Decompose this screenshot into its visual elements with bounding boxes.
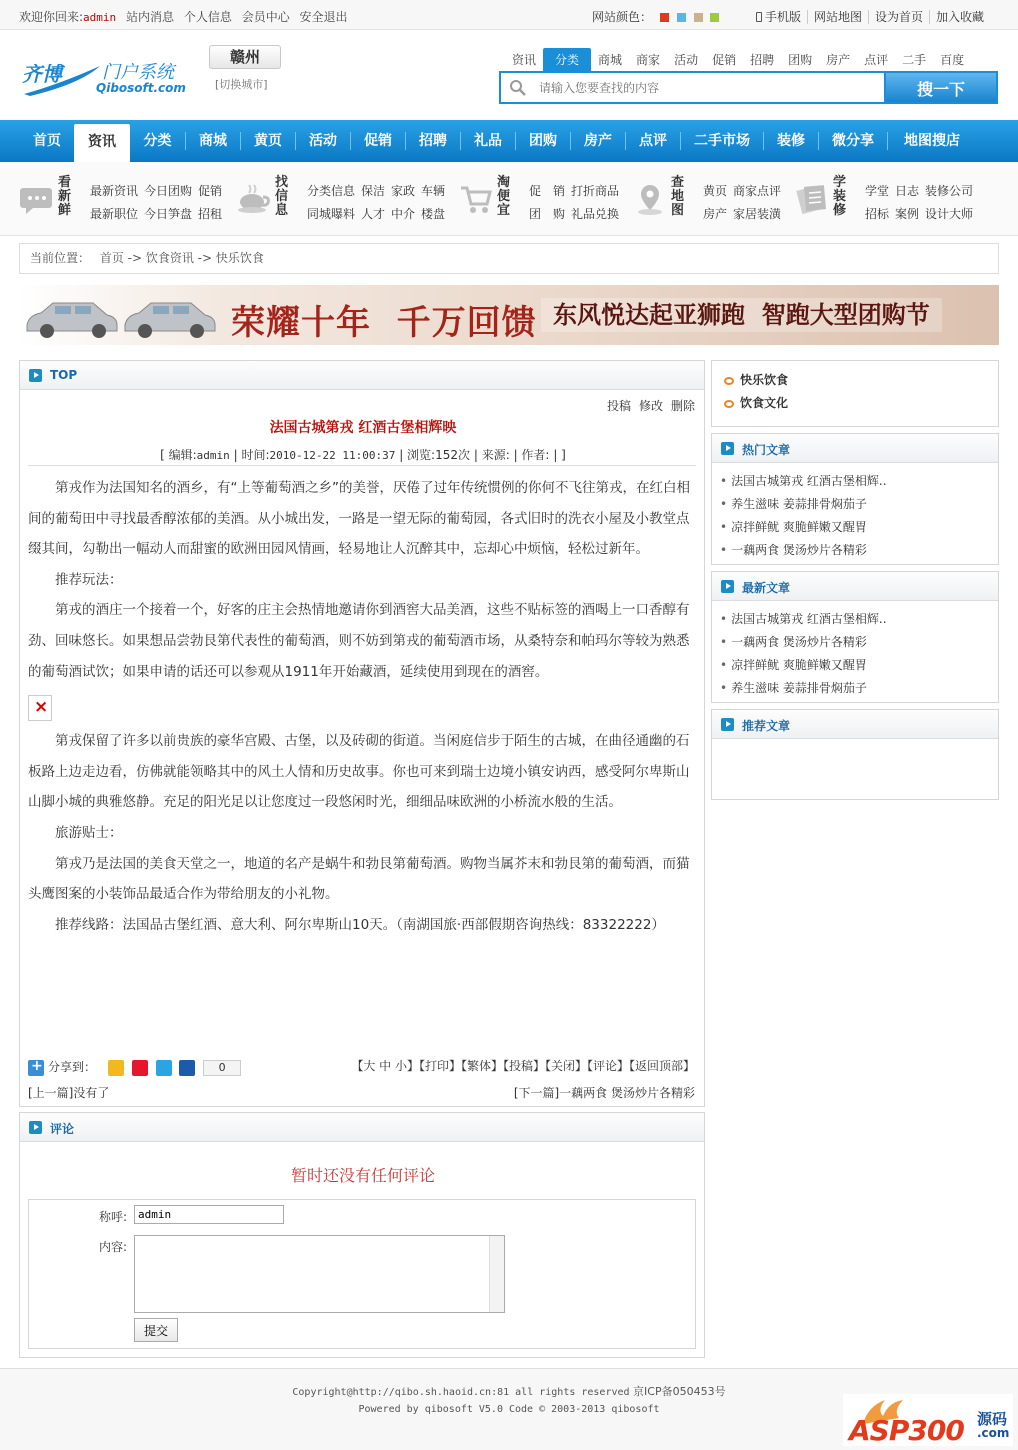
nav-secondhand[interactable]: 二手市场 xyxy=(694,133,750,149)
nav-gifts[interactable]: 礼品 xyxy=(474,133,502,149)
list-item[interactable]: • 凉拌鲜鱿 爽脆鲜嫩又醒胃 xyxy=(720,516,887,539)
nav-decoration[interactable]: 装修 xyxy=(777,133,805,149)
copyright-text: Copyright@http://qibo.sh.haoid.cn:81 all rights reserved xyxy=(292,1387,630,1398)
bullet-icon xyxy=(724,400,734,408)
article-paragraph: 第戎作为法国知名的酒乡，有“上等葡萄酒之乡”的美誉，厌倦了过年传统惯例的你何不飞往第戎，在红白相间的葡萄田中寻找最香醇浓郁的美酒。从小城出发，一路是一望无际的葡萄园，各式旧时的洗衣小屋及小教堂点缀其间，勾勒出一幅动人而甜蜜的欧洲田园风情画，轻易地让人沉醉其中，忘却心中烦恼，轻松过新年。 xyxy=(28,480,690,558)
list-item[interactable]: • 法国古城第戎 红酒古堡相辉.. xyxy=(720,608,887,631)
username-link[interactable]: admin xyxy=(83,11,117,24)
current-city[interactable]: 赣州 xyxy=(209,45,281,69)
meta-views-label: | 浏览: xyxy=(399,448,436,462)
meta-editor: admin xyxy=(196,449,230,462)
list-item[interactable]: • 养生滋味 姜蒜排骨焖茄子 xyxy=(720,677,887,700)
nav-home[interactable]: 首页 xyxy=(33,133,61,149)
quick-link[interactable]: 打折商品 xyxy=(571,184,620,198)
meta-views: 152次 xyxy=(435,448,471,462)
top-right-links xyxy=(750,8,990,25)
nav-mall[interactable]: 商城 xyxy=(199,133,227,149)
article-paragraph: 推荐线路：法国品古堡红酒、意大利、阿尔卑斯山10天。（南湖国旅·西部假期咨询热线：83322222） xyxy=(55,916,665,933)
article-paragraph: 旅游贴士： xyxy=(55,824,123,841)
quick-link[interactable]: 礼品兑换 xyxy=(571,207,620,221)
color-label: 网站颜色： xyxy=(592,10,653,24)
watermark-main-text: ASP300 xyxy=(849,1414,964,1447)
share-bar xyxy=(28,1058,241,1076)
weibo-icon[interactable] xyxy=(132,1060,148,1076)
quick-link[interactable]: 设计大师 xyxy=(925,207,974,221)
search-tabs xyxy=(505,48,971,71)
quick-link[interactable]: 招标 xyxy=(865,207,890,221)
comment-textarea[interactable] xyxy=(134,1235,505,1313)
nav-map-search[interactable]: 地图搜店 xyxy=(904,133,960,149)
document-icon xyxy=(795,182,829,216)
quick-link[interactable]: 家居装潢 xyxy=(733,207,782,221)
profile-link[interactable]: 个人信息 xyxy=(183,10,232,24)
search-tab-classified[interactable]: 分类 xyxy=(543,48,591,71)
quick-group-bargain xyxy=(459,174,629,224)
shopping-cart-icon xyxy=(459,182,493,216)
teacup-icon xyxy=(237,182,271,216)
bullet-icon xyxy=(724,377,734,385)
submit-comment-button[interactable]: 提交 xyxy=(134,1318,178,1342)
quick-link[interactable]: 中介 xyxy=(391,207,416,221)
quick-link[interactable]: 购 xyxy=(553,207,566,221)
logo-main-text: 齐博 xyxy=(22,62,62,86)
hot-articles-box xyxy=(711,433,999,565)
watermark-sub-text: 源码 xyxy=(977,1410,1008,1428)
quick-link[interactable]: 销 xyxy=(553,184,566,198)
search-icon xyxy=(509,79,527,97)
search-tab-event[interactable]: 活动 xyxy=(674,53,699,67)
quick-group-title: 学装修 xyxy=(833,175,847,218)
content-label: 内容: xyxy=(99,1240,128,1254)
car-image-icon xyxy=(21,285,231,345)
article-paragraph: 第戎乃是法国的美食天堂之一，地道的名产是蜗牛和勃艮第葡萄酒。购物当属芥末和勃艮第的葡萄酒，而猫头鹰图案的小装饰品最适合作为带给朋友的小礼物。 xyxy=(28,855,690,903)
powered-by-text: Powered by qibosoft V5.0 Code © 2003-2013 qibosoft xyxy=(358,1404,660,1415)
color-swatch-blue[interactable] xyxy=(677,13,686,22)
nav-groupbuy[interactable]: 团购 xyxy=(529,133,557,149)
quick-group-decor xyxy=(795,174,995,224)
meta-author-label: | 作者: xyxy=(513,448,550,462)
color-swatch-green[interactable] xyxy=(710,13,719,22)
quick-link[interactable]: 日志 xyxy=(895,184,920,198)
meta-editor-label: [ 编辑: xyxy=(160,448,197,462)
nav-promo[interactable]: 促销 xyxy=(364,133,392,149)
comment-form xyxy=(28,1199,696,1349)
article-title: 法国古城第戎 红酒古堡相辉映 xyxy=(269,420,457,436)
ad-banner[interactable] xyxy=(19,285,999,345)
quick-link[interactable]: 最新资讯 xyxy=(90,184,139,198)
quick-link[interactable]: 车辆 xyxy=(421,184,446,198)
search-tab-review[interactable]: 点评 xyxy=(864,53,889,67)
bookmark-link[interactable]: 加入收藏 xyxy=(929,10,990,24)
main-nav xyxy=(0,120,1018,162)
arrow-icon xyxy=(29,1121,42,1134)
watermark-logo xyxy=(843,1394,1013,1446)
color-picker xyxy=(592,8,719,25)
search-tab-news[interactable]: 资讯 xyxy=(512,53,537,67)
search-tab-groupbuy[interactable]: 团购 xyxy=(788,53,813,67)
quick-group-map xyxy=(633,174,793,224)
welcome-text: 欢迎你回来: xyxy=(19,10,84,24)
article-ops xyxy=(599,397,695,414)
nav-microshare[interactable]: 微分享 xyxy=(832,133,874,149)
color-swatch-red[interactable] xyxy=(660,13,669,22)
edit-article-link[interactable]: 修改 xyxy=(638,399,663,413)
article-box-header xyxy=(20,361,704,390)
search-tab-jobs[interactable]: 招聘 xyxy=(750,53,775,67)
list-item[interactable]: • 养生滋味 姜蒜排骨焖茄子 xyxy=(720,493,887,516)
map-pin-icon xyxy=(633,182,667,216)
quick-link[interactable]: 招租 xyxy=(198,207,223,221)
category-item[interactable]: 饮食文化 xyxy=(724,394,788,411)
quick-group-title: 淘便宜 xyxy=(497,175,511,218)
comment-box xyxy=(19,1112,705,1358)
recommended-articles-title: 推荐文章 xyxy=(742,719,791,733)
breadcrumb xyxy=(19,243,999,274)
textarea-scrollbar[interactable] xyxy=(489,1236,504,1312)
quick-link[interactable]: 分类信息 xyxy=(307,184,356,198)
arrow-icon xyxy=(721,442,734,455)
search-tab-baidu[interactable]: 百度 xyxy=(940,53,965,67)
phone-icon xyxy=(756,12,762,22)
plus-share-icon[interactable]: + xyxy=(28,1060,44,1076)
hot-articles-title: 热门文章 xyxy=(742,443,791,457)
site-logo[interactable] xyxy=(20,54,186,98)
qzone-icon[interactable] xyxy=(108,1060,124,1076)
quick-link[interactable]: 最新职位 xyxy=(90,207,139,221)
meta-time-label: | 时间: xyxy=(233,448,270,462)
mobile-link[interactable]: 手机版 xyxy=(750,10,807,24)
logo-sub-text: 门户系统 xyxy=(102,62,174,83)
no-comments-text: 暂时还没有任何评论 xyxy=(290,1166,435,1185)
quick-group-title: 找信息 xyxy=(275,175,289,218)
quick-group-find xyxy=(237,174,452,224)
quick-link[interactable]: 黄页 xyxy=(703,184,728,198)
renren-icon[interactable] xyxy=(179,1060,195,1076)
nav-jobs[interactable]: 招聘 xyxy=(419,133,447,149)
search-button[interactable]: 搜一下 xyxy=(884,71,998,104)
submit-article-link[interactable]: 投稿 xyxy=(606,399,631,413)
nav-events[interactable]: 活动 xyxy=(309,133,337,149)
search-tab-house[interactable]: 房产 xyxy=(826,53,851,67)
article-paragraph: 第戎保留了许多以前贵族的豪华宫殿、古堡，以及砖砌的街道。当闲庭信步于陌生的古城，在曲径通幽的石板路上边走边看，仿佛就能领略其中的风土人情和历史故事。你也可来到瑞士边境小镇安讷西，感受阿尔卑斯山山脚小城的典雅悠静。充足的阳光足以让您度过一段悠闲时光，细细品味欧洲的小桥流水般的生活。 xyxy=(28,733,690,811)
watermark-url-text: .com xyxy=(977,1426,1010,1440)
nav-reviews[interactable]: 点评 xyxy=(639,133,667,149)
nav-yellowpages[interactable]: 黄页 xyxy=(254,133,282,149)
article-paragraph: 推荐玩法： xyxy=(55,571,123,588)
icp-link[interactable]: 京ICP备050453号 xyxy=(633,1385,726,1398)
quick-group-title: 查地图 xyxy=(671,175,685,218)
comment-box-title: 评论 xyxy=(50,1122,75,1136)
quick-link[interactable]: 学堂 xyxy=(865,184,890,198)
latest-articles-box xyxy=(711,571,999,703)
quick-link[interactable]: 今日笋盘 xyxy=(144,207,193,221)
top-bar xyxy=(0,0,1018,30)
search-tab-mall[interactable]: 商城 xyxy=(598,53,623,67)
quick-link[interactable]: 团 xyxy=(529,207,542,221)
switch-city-link[interactable]: [切换城市] xyxy=(215,78,268,91)
arrow-icon xyxy=(29,369,42,382)
delete-article-link[interactable]: 删除 xyxy=(670,399,695,413)
meta-source-label: | 来源: xyxy=(473,448,510,462)
nav-news[interactable]: 资讯 xyxy=(74,124,130,162)
quick-link[interactable]: 房产 xyxy=(703,207,728,221)
quick-link[interactable]: 人才 xyxy=(361,207,386,221)
set-homepage-link[interactable]: 设为首页 xyxy=(868,10,929,24)
next-article-link[interactable]: [下一篇]一藕两食 煲汤炒片各精彩 xyxy=(513,1086,695,1100)
messages-link[interactable]: 站内消息 xyxy=(126,10,175,24)
quick-group-new xyxy=(20,174,230,224)
breadcrumb-path[interactable]: 首页 -> 饮食资讯 -> 快乐饮食 xyxy=(99,251,264,265)
article-box xyxy=(19,360,705,1107)
name-label: 称呼: xyxy=(99,1210,128,1224)
search-tab-merchant[interactable]: 商家 xyxy=(636,53,661,67)
logo-url-text: Qibosoft.com xyxy=(96,81,186,95)
quick-link[interactable]: 促销 xyxy=(198,184,223,198)
color-swatch-tan[interactable] xyxy=(694,13,703,22)
list-item[interactable]: • 凉拌鲜鱿 爽脆鲜嫩又醒胃 xyxy=(720,654,887,677)
article-tools[interactable]: 【大 中 小】【打印】【繁体】【投稿】【关闭】【评论】【返回顶部】 xyxy=(351,1059,695,1073)
prev-article-link[interactable]: [上一篇]没有了 xyxy=(28,1086,110,1100)
name-field[interactable] xyxy=(134,1205,284,1224)
quick-link[interactable]: 今日团购 xyxy=(144,184,193,198)
quick-link[interactable]: 案例 xyxy=(895,207,920,221)
welcome-area xyxy=(19,8,354,25)
quick-link[interactable]: 保洁 xyxy=(361,184,386,198)
list-item[interactable]: • 一藕两食 煲汤炒片各精彩 xyxy=(720,539,887,562)
meta-end: | ] xyxy=(553,448,566,462)
quick-link[interactable]: 家政 xyxy=(391,184,416,198)
banner-headline: 荣耀十年 千万回馈 xyxy=(231,303,537,343)
quick-link[interactable]: 装修公司 xyxy=(925,184,974,198)
arrow-icon xyxy=(721,718,734,731)
quick-link[interactable]: 楼盘 xyxy=(421,207,446,221)
banner-subline: 东风悦达起亚狮跑 智跑大型团购节 xyxy=(541,298,942,332)
meta-time: 2010-12-22 11:00:37 xyxy=(269,449,396,462)
member-center-link[interactable]: 会员中心 xyxy=(241,10,290,24)
category-box xyxy=(711,360,999,427)
recommended-articles-box xyxy=(711,709,999,800)
search-tab-promo[interactable]: 促销 xyxy=(712,53,737,67)
quick-link[interactable]: 促 xyxy=(529,184,542,198)
share-label: 分享到： xyxy=(48,1060,97,1074)
nav-classified[interactable]: 分类 xyxy=(143,133,172,149)
article-body xyxy=(28,473,696,940)
share-count: 0 xyxy=(203,1060,241,1076)
quick-link[interactable]: 商家点评 xyxy=(733,184,782,198)
chat-bubble-icon xyxy=(20,182,54,216)
nav-house[interactable]: 房产 xyxy=(584,133,612,149)
article-box-title: TOP xyxy=(50,368,78,382)
search-tab-secondhand[interactable]: 二手 xyxy=(902,53,927,67)
list-item[interactable]: • 法国古城第戎 红酒古堡相辉.. xyxy=(720,470,887,493)
article-paragraph: 第戎的酒庄一个接着一个，好客的庄主会热情地邀请你到酒窖大品美酒，这些不贴标签的酒喝上一口香醇有劲、回味悠长。如果想品尝勃艮第代表性的葡萄酒，则不妨到第戎的葡萄酒市场，从桑特奈和帕玛尔等较为熟悉的葡萄酒试饮；如果申请的话还可以参观从1911年开始藏酒，延续使用到现在的酒窖。 xyxy=(28,602,690,680)
sitemap-link[interactable]: 网站地图 xyxy=(807,10,868,24)
list-item[interactable]: • 一藕两食 煲汤炒片各精彩 xyxy=(720,631,887,654)
search-input[interactable] xyxy=(539,79,869,97)
logout-link[interactable]: 安全退出 xyxy=(299,10,348,24)
quick-group-title: 看新鲜 xyxy=(58,175,72,218)
latest-articles-title: 最新文章 xyxy=(742,581,791,595)
tencent-weibo-icon[interactable] xyxy=(156,1060,172,1076)
category-item[interactable]: 快乐饮食 xyxy=(724,371,788,388)
article-meta xyxy=(20,446,706,463)
broken-image-icon xyxy=(28,695,52,721)
breadcrumb-label: 当前位置： xyxy=(30,251,91,265)
arrow-icon xyxy=(721,580,734,593)
comment-box-header xyxy=(20,1113,704,1142)
quick-link[interactable]: 同城曝料 xyxy=(307,207,356,221)
quick-links xyxy=(0,162,1018,236)
